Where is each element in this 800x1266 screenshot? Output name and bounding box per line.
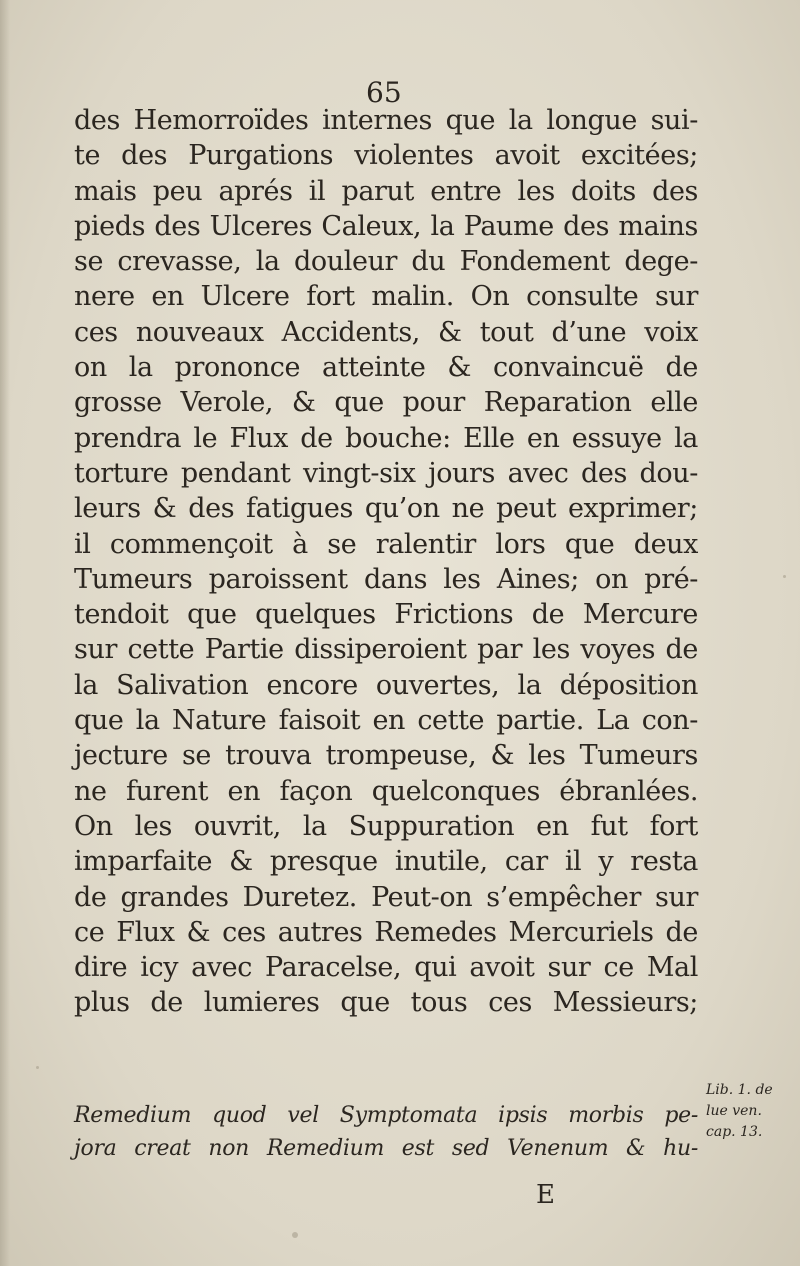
text-line: imparfaite & presque inutile, car il y resta bbox=[74, 846, 698, 878]
text-line: grosse Verole, & que pour Reparation elle bbox=[74, 387, 698, 419]
text-line: ces nouveaux Accidents, & tout d’une voix bbox=[74, 316, 698, 348]
text-line: On les ouvrit, la Suppuration en fut fort bbox=[74, 810, 698, 842]
text-line: mais peu aprés il parut entre les doits des bbox=[74, 175, 698, 207]
text-line: pieds des Ulceres Caleux, la Paume des mains bbox=[74, 210, 698, 242]
text-line: des Hemorroïdes internes que la longue sui- bbox=[74, 105, 698, 136]
page-number: 65 bbox=[366, 76, 402, 109]
text-line: ne furent en façon quelconques ébranlées. bbox=[74, 775, 698, 807]
text-line: de grandes Duretez. Peut-on s’empêcher sur bbox=[74, 881, 698, 913]
text-line: que la Nature faisoit en cette partie. La con- bbox=[74, 705, 698, 737]
margin-reference-line: cap. 13. bbox=[706, 1124, 763, 1140]
margin-reference-line: Lib. 1. de bbox=[706, 1082, 773, 1098]
margin-reference bbox=[706, 1080, 796, 1143]
margin-reference-line: lue ven. bbox=[706, 1103, 762, 1119]
latin-quotation bbox=[74, 1099, 698, 1165]
text-line: il commençoit à se ralentir lors que deux bbox=[74, 528, 698, 560]
body-text bbox=[74, 103, 698, 1021]
text-line: leurs & des fatigues qu’on ne peut exprimer; bbox=[74, 493, 698, 525]
text-line: la Salivation encore ouvertes, la déposition bbox=[74, 669, 698, 701]
text-line: nere en Ulcere fort malin. On consulte sur bbox=[74, 281, 698, 313]
text-line: sur cette Partie dissiperoient par les voyes de bbox=[74, 634, 698, 666]
text-line: se crevasse, la douleur du Fondement dege- bbox=[74, 246, 698, 278]
text-line: jecture se trouva trompeuse, & les Tumeurs bbox=[74, 740, 698, 772]
quotation-line: Remedium quod vel Symptomata ipsis morbis pe- bbox=[74, 1103, 698, 1128]
paper-speck bbox=[292, 1232, 298, 1238]
text-line: dire icy avec Paracelse, qui avoit sur ce Mal bbox=[74, 952, 698, 984]
paper-speck bbox=[36, 1066, 39, 1069]
paper-speck bbox=[783, 575, 786, 578]
text-line: Tumeurs paroissent dans les Aines; on pré- bbox=[74, 563, 698, 595]
signature-mark: E bbox=[536, 1180, 555, 1210]
text-line: torture pendant vingt-six jours avec des dou- bbox=[74, 457, 698, 489]
text-line: prendra le Flux de bouche: Elle en essuye la bbox=[74, 422, 698, 454]
page-edge-shadow bbox=[0, 0, 10, 1266]
text-line: ce Flux & ces autres Remedes Mercuriels de bbox=[74, 916, 698, 948]
text-line: plus de lumieres que tous ces Messieurs; bbox=[74, 987, 698, 1019]
text-line: on la prononce atteinte & convaincuë de bbox=[74, 352, 698, 384]
text-line: tendoit que quelques Frictions de Mercure bbox=[74, 599, 698, 631]
quotation-line: jora creat non Remedium est sed Venenum & hu- bbox=[74, 1136, 698, 1161]
text-line: te des Purgations violentes avoit excitées; bbox=[74, 140, 698, 172]
